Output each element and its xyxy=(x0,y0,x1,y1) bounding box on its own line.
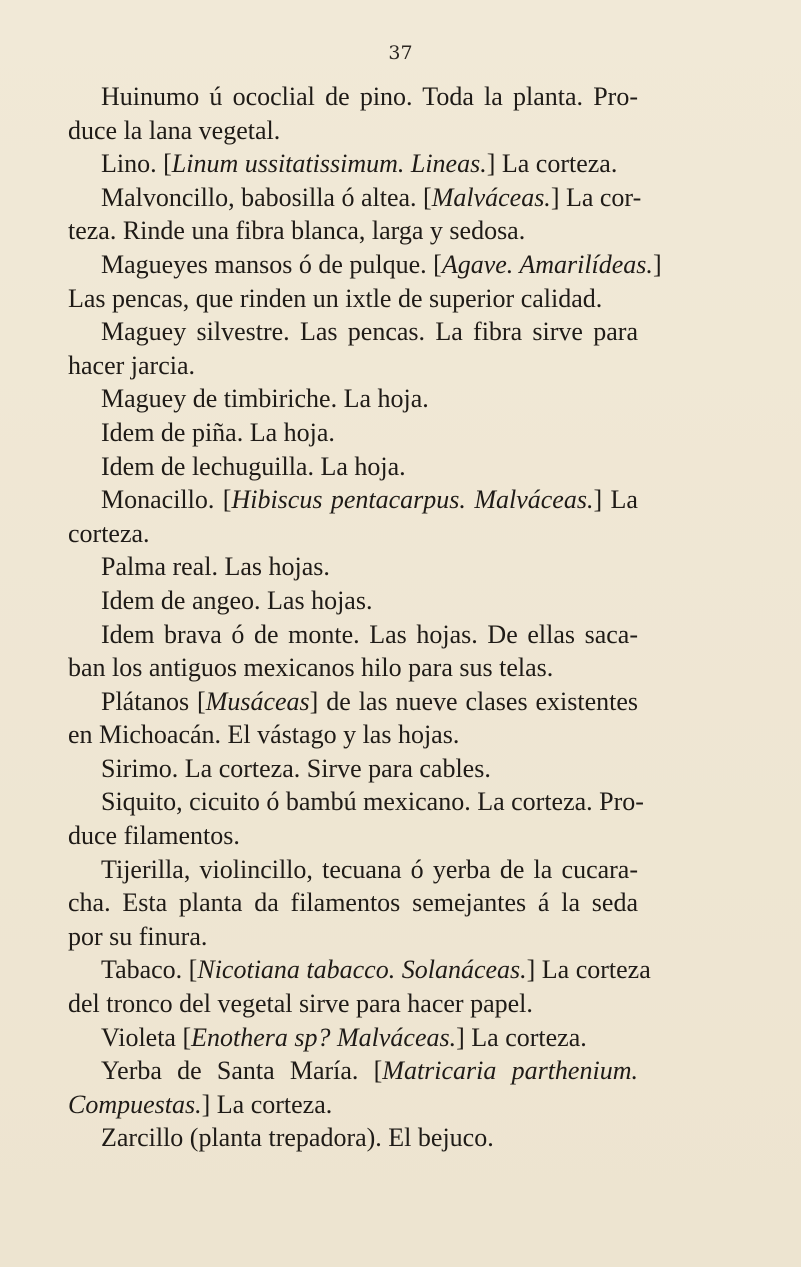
text-run: Las pencas, que rinden un ixtle de superior calidad. xyxy=(68,283,603,313)
scientific-name: Malváceas. xyxy=(431,182,551,212)
text-line xyxy=(68,584,638,618)
text-line xyxy=(68,147,638,181)
text-run: Tijerilla, violincillo, tecuana ó yerba de la cucara- xyxy=(101,854,638,884)
text-run: por su finura. xyxy=(68,921,208,951)
text-run: ] La corteza. xyxy=(456,1022,587,1052)
text-line xyxy=(68,114,638,148)
entry xyxy=(68,181,642,248)
text-run: Palma real. Las hojas. xyxy=(101,552,330,582)
text-run: ] La corteza xyxy=(526,955,651,985)
text-run: Malvoncillo, babosilla ó altea. [ xyxy=(101,182,432,212)
scientific-name: Hibiscus pentacarpus. Malváceas. xyxy=(231,485,594,515)
text-run: ] de las nueve clases existentes xyxy=(309,686,638,716)
text-run: Violeta [ xyxy=(101,1022,192,1052)
entry xyxy=(68,450,638,484)
text-line xyxy=(68,651,638,685)
text-run: Monacillo. [ xyxy=(101,485,232,515)
entry xyxy=(68,550,638,584)
text-run: Huinumo ú ococlial de pino. Toda la planta. Pro- xyxy=(101,82,638,111)
text-line xyxy=(68,550,638,584)
entry xyxy=(68,1121,638,1155)
entry xyxy=(68,685,638,752)
text-run: Zarcillo (planta trepadora). El bejuco. xyxy=(101,1123,494,1153)
text-line xyxy=(68,819,638,853)
text-line xyxy=(68,685,638,719)
entry xyxy=(68,416,638,450)
text-line xyxy=(68,517,638,551)
entry xyxy=(68,80,638,147)
text-line xyxy=(68,450,638,484)
entry xyxy=(68,382,638,416)
text-line xyxy=(68,181,642,215)
text-run: Idem brava ó de monte. Las hojas. De ellas saca- xyxy=(101,619,638,649)
text-run: Maguey de timbiriche. La hoja. xyxy=(101,384,429,414)
entry xyxy=(68,147,638,181)
text-run: teza. Rinde una fibra blanca, larga y sedosa. xyxy=(68,216,526,246)
entry xyxy=(68,584,638,618)
text-run: hacer jarcia. xyxy=(68,350,196,380)
text-run: ] xyxy=(652,249,662,279)
text-line xyxy=(68,953,651,987)
text-run: Maguey silvestre. Las pencas. La fibra sirve para xyxy=(101,317,638,347)
text-line xyxy=(68,80,638,114)
scientific-name: Matricaria parthenium. xyxy=(382,1056,638,1086)
entry xyxy=(68,483,638,550)
scientific-name: Enothera sp? Malváceas. xyxy=(191,1022,457,1052)
text-line xyxy=(68,282,638,316)
text-run: Tabaco. [ xyxy=(101,955,198,985)
entry-list xyxy=(68,80,662,1155)
text-line xyxy=(68,618,638,652)
text-line xyxy=(68,1121,638,1155)
text-run: en Michoacán. El vástago y las hojas. xyxy=(68,720,460,750)
text-line xyxy=(68,718,638,752)
text-run: corteza. xyxy=(68,518,150,548)
text-line xyxy=(68,987,638,1021)
entry xyxy=(68,1054,638,1121)
page-number: 37 xyxy=(388,42,413,64)
text-run: Siquito, cicuito ó bambú mexicano. La corteza. Pro- xyxy=(101,787,644,817)
text-run: duce la lana vegetal. xyxy=(68,115,281,145)
entry xyxy=(68,785,644,852)
text-line xyxy=(68,214,638,248)
text-line xyxy=(68,785,644,819)
text-line xyxy=(68,752,638,786)
text-run: Idem de lechuguilla. La hoja. xyxy=(101,451,406,481)
scientific-name: Linum ussitatissimum. Lineas. xyxy=(171,149,487,179)
text-run: ] La cor- xyxy=(550,182,642,212)
text-run: ] La corteza. xyxy=(486,149,618,179)
scientific-name: Agave. Amarilídeas. xyxy=(441,249,653,279)
entry xyxy=(68,752,638,786)
text-line xyxy=(68,349,638,383)
scientific-name: Musáceas xyxy=(205,686,310,716)
text-run: duce filamentos. xyxy=(68,821,240,851)
text-run: cha. Esta planta da filamentos semejantes á la seda xyxy=(68,888,638,918)
scientific-name: Compuestas. xyxy=(68,1089,202,1119)
text-line xyxy=(68,853,638,887)
text-line xyxy=(68,248,662,282)
entry xyxy=(68,618,638,685)
entry xyxy=(68,248,662,315)
text-line xyxy=(68,920,638,954)
entry xyxy=(68,315,638,382)
entry xyxy=(68,953,651,1020)
scientific-name: Nicotiana tabacco. Solanáceas. xyxy=(197,955,527,985)
text-run: ] La xyxy=(593,485,638,515)
text-line xyxy=(68,416,638,450)
text-run: Magueyes mansos ó de pulque. [ xyxy=(101,249,442,279)
text-run: ban los antiguos mexicanos hilo para sus telas. xyxy=(68,653,554,683)
entry xyxy=(68,1021,638,1055)
entry xyxy=(68,853,638,954)
text-run: Lino. [ xyxy=(101,149,172,179)
text-line xyxy=(68,1021,638,1055)
text-run: ] La corteza. xyxy=(201,1089,333,1119)
text-line xyxy=(68,382,638,416)
text-run: Yerba de Santa María. [ xyxy=(101,1056,383,1086)
text-line xyxy=(68,886,638,920)
text-line xyxy=(68,483,638,517)
text-run: Plátanos [ xyxy=(101,686,206,716)
text-run: Sirimo. La corteza. Sirve para cables. xyxy=(101,753,491,783)
text-line xyxy=(68,1088,638,1122)
text-line xyxy=(68,1054,638,1088)
text-line xyxy=(68,315,638,349)
text-run: Idem de angeo. Las hojas. xyxy=(101,585,373,615)
text-run: Idem de piña. La hoja. xyxy=(101,417,335,447)
text-run: del tronco del vegetal sirve para hacer papel. xyxy=(68,989,533,1019)
